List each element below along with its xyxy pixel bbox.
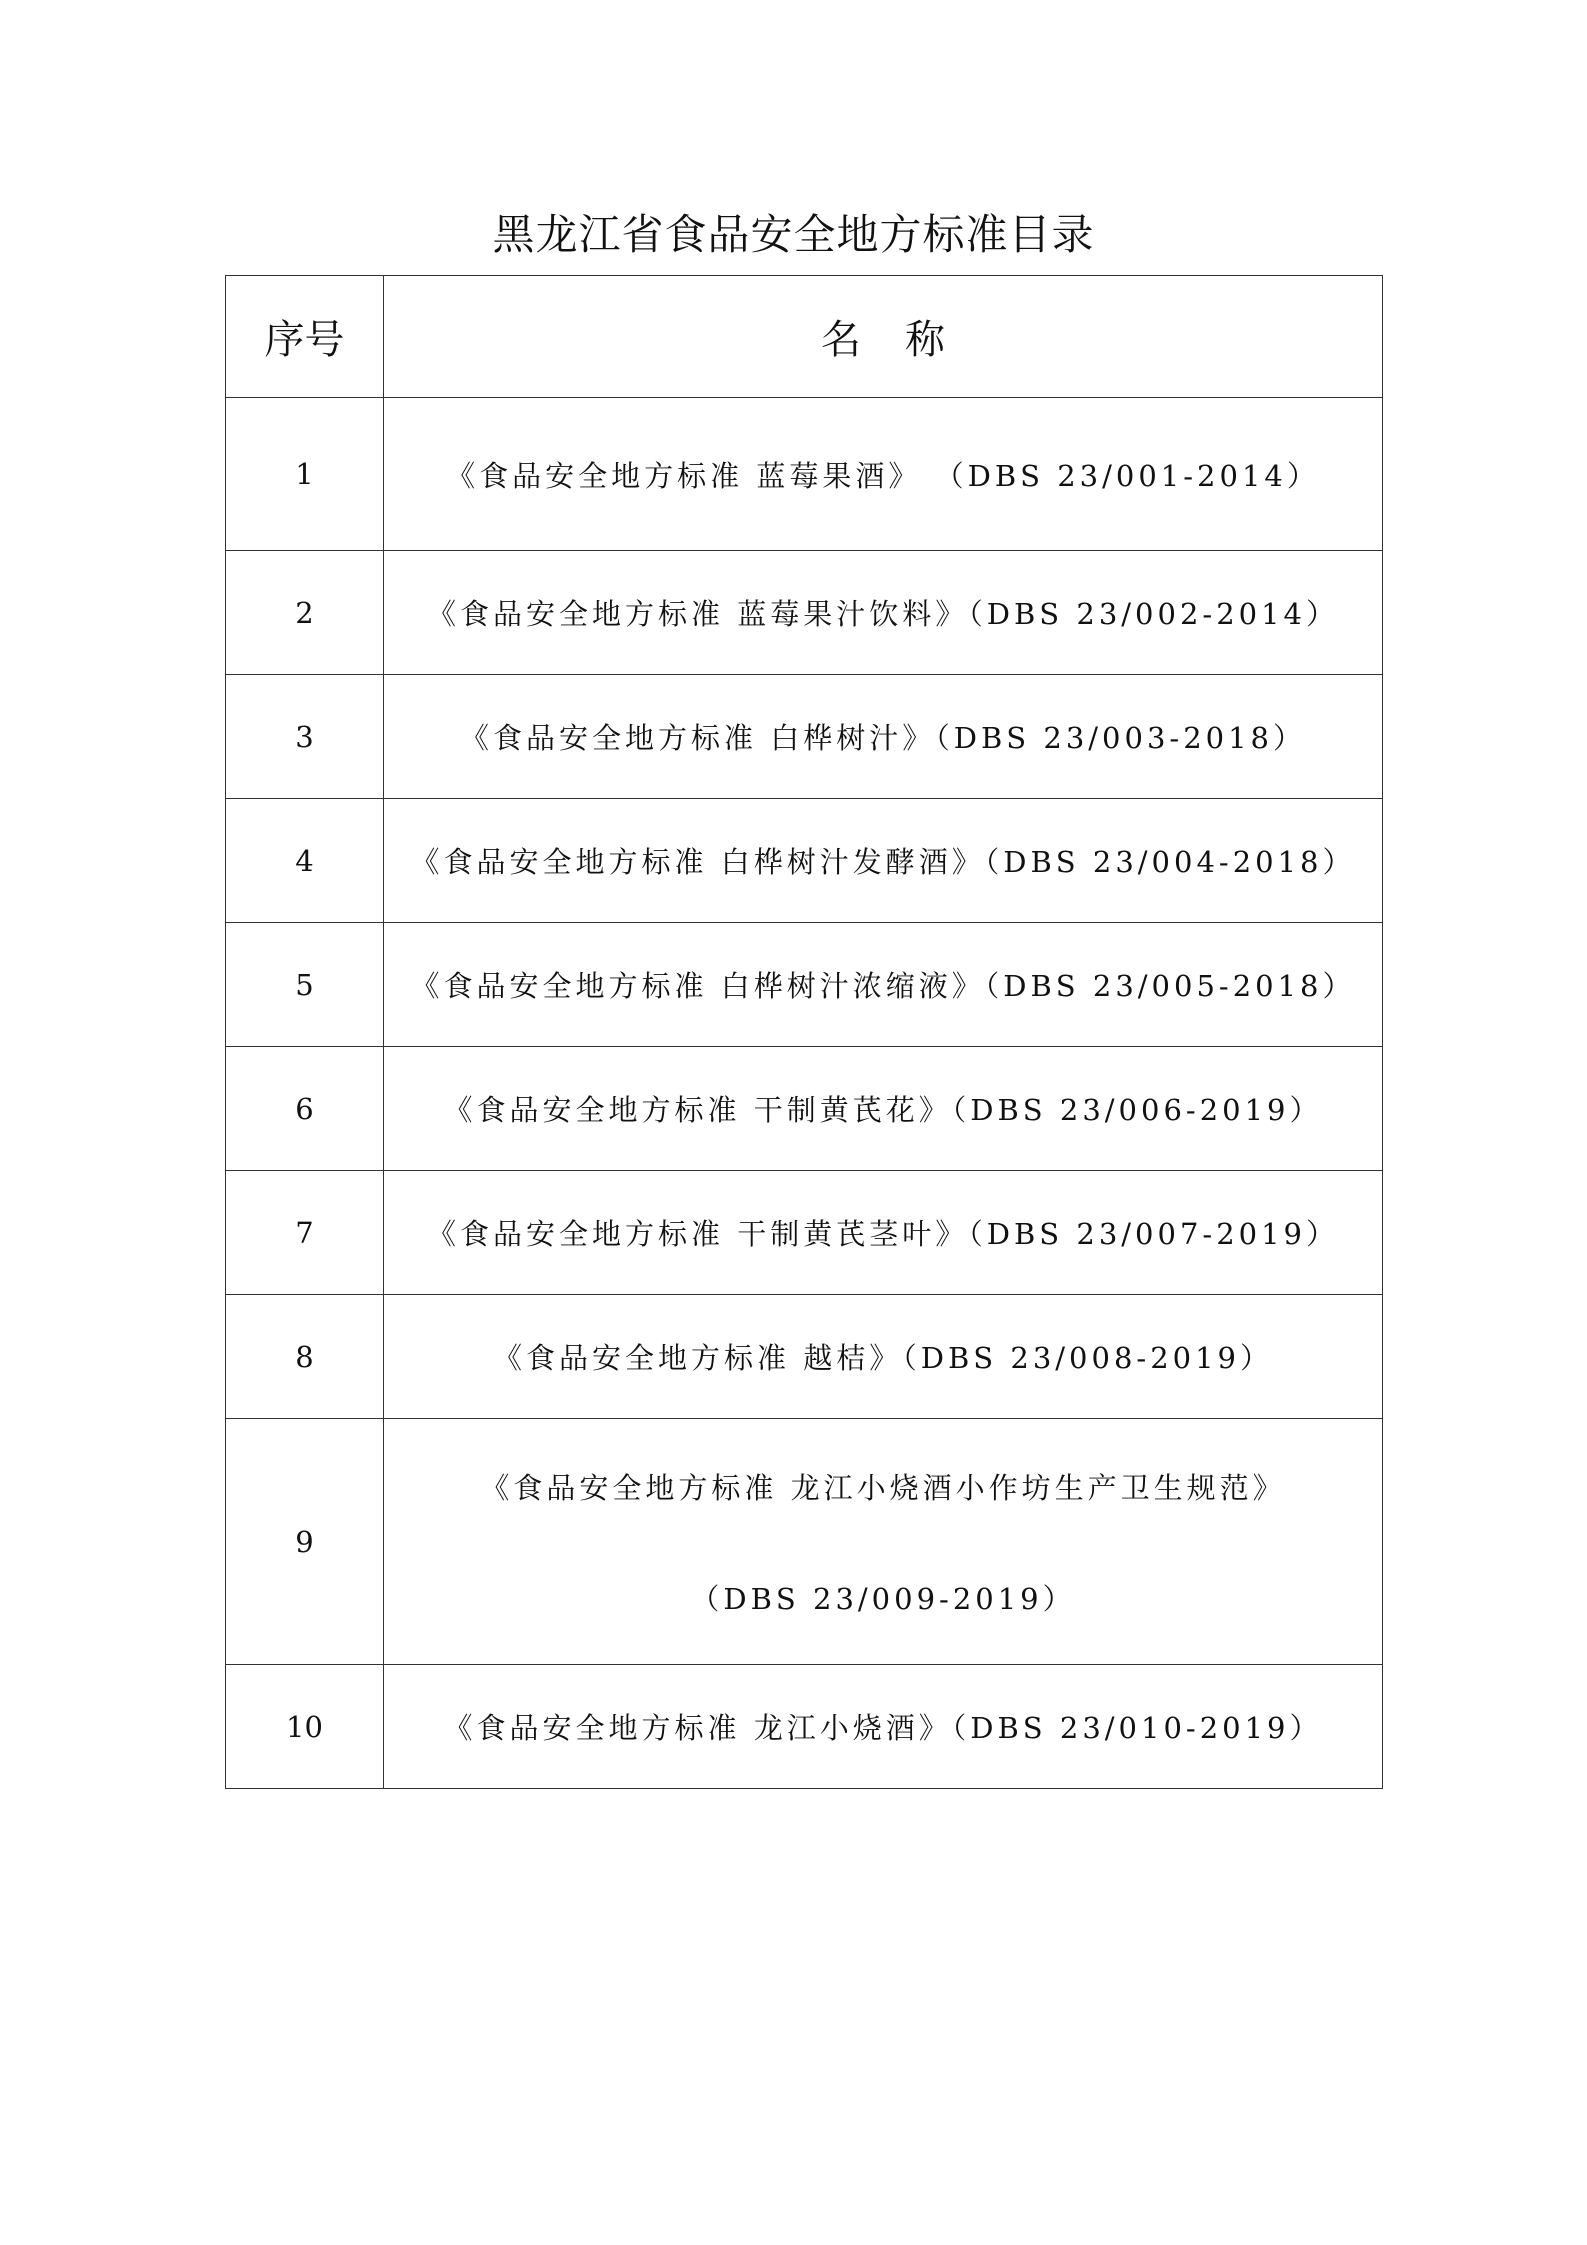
row-seq: 6 (226, 1047, 384, 1171)
row-seq: 5 (226, 923, 384, 1047)
row-name: 《食品安全地方标准 干制黄芪花》（DBS 23/006-2019） (384, 1047, 1383, 1171)
row-name: 《食品安全地方标准 越桔》（DBS 23/008-2019） (384, 1295, 1383, 1419)
row-seq: 8 (226, 1295, 384, 1419)
table-row (226, 675, 1383, 799)
page-title: 黑龙江省食品安全地方标准目录 (492, 210, 1095, 259)
table-row (226, 1665, 1383, 1789)
row-name-line: 《食品安全地方标准 龙江小烧酒小作坊生产卫生规范》 (480, 1470, 1286, 1505)
table-row (226, 1047, 1383, 1171)
row-name: 《食品安全地方标准 干制黄芪茎叶》（DBS 23/007-2019） (384, 1171, 1383, 1295)
table-row (226, 551, 1383, 675)
seq-column-header: 序号 (226, 276, 384, 398)
name-column-header: 名称 (384, 276, 1383, 398)
row-seq: 3 (226, 675, 384, 799)
row-seq: 10 (226, 1665, 384, 1789)
row-name: 《食品安全地方标准 白桦树汁发酵酒》（DBS 23/004-2018） (384, 799, 1383, 923)
row-name (384, 1419, 1383, 1665)
row-seq: 7 (226, 1171, 384, 1295)
table-header-row (226, 276, 1383, 398)
standards-table (225, 275, 1383, 1789)
row-name: 《食品安全地方标准 白桦树汁》（DBS 23/003-2018） (384, 675, 1383, 799)
row-seq: 4 (226, 799, 384, 923)
table-row (226, 923, 1383, 1047)
row-name-line: （DBS 23/009-2019） (690, 1581, 1076, 1616)
table-row (226, 398, 1383, 551)
table-row (226, 1295, 1383, 1419)
table-row (226, 1419, 1383, 1665)
row-seq: 2 (226, 551, 384, 675)
row-name: 《食品安全地方标准 龙江小烧酒》（DBS 23/010-2019） (384, 1665, 1383, 1789)
row-name: 《食品安全地方标准 蓝莓果汁饮料》（DBS 23/002-2014） (384, 551, 1383, 675)
row-name: 《食品安全地方标准 蓝莓果酒》 （DBS 23/001-2014） (384, 398, 1383, 551)
row-name: 《食品安全地方标准 白桦树汁浓缩液》（DBS 23/005-2018） (384, 923, 1383, 1047)
table-row (226, 799, 1383, 923)
row-seq: 9 (226, 1419, 384, 1665)
row-seq: 1 (226, 398, 384, 551)
table-row (226, 1171, 1383, 1295)
